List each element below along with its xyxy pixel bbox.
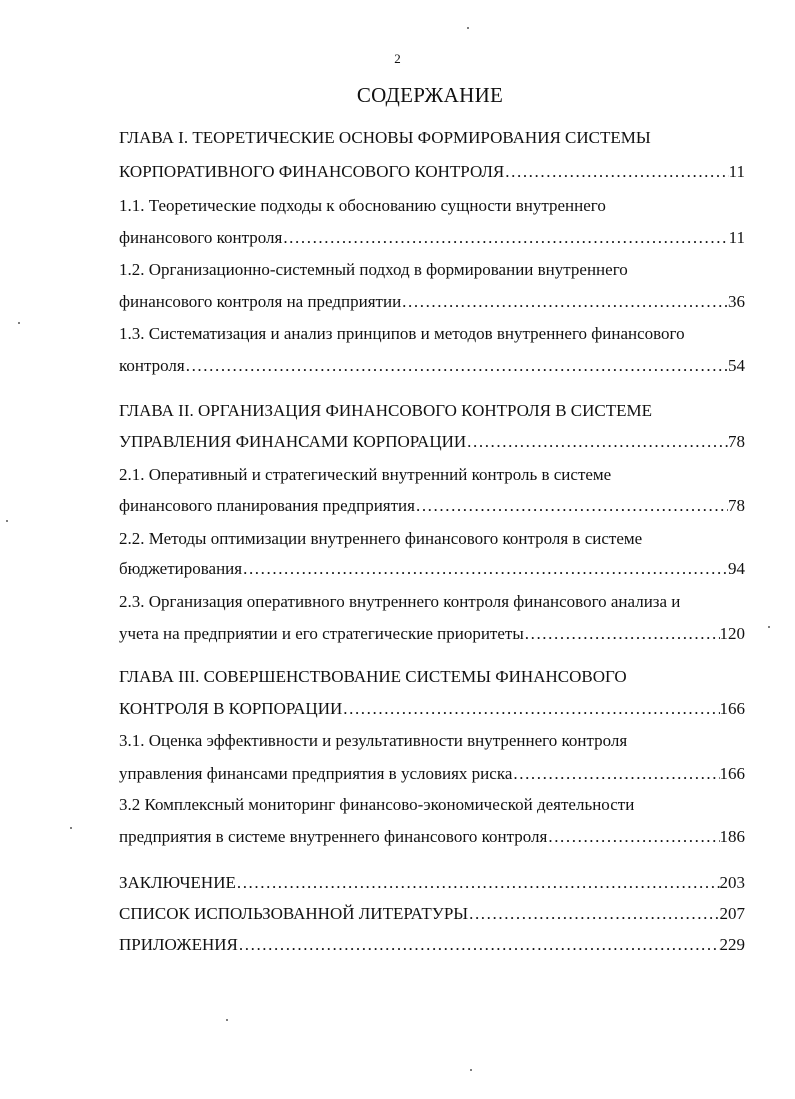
section-1-2-page: 36 <box>728 292 745 311</box>
appendices-entry[interactable] <box>119 933 745 957</box>
section-1-2-line-1 <box>119 258 745 282</box>
dot-leader <box>468 902 719 926</box>
conclusion-entry[interactable] <box>119 871 745 895</box>
section-2-2-page: 94 <box>728 559 745 578</box>
section-3-2-text-2: предприятия в системе внутреннего финансового контроля <box>119 827 548 846</box>
section-1-3-line-2[interactable] <box>119 354 745 378</box>
scan-speck <box>70 827 72 829</box>
chapter-3-page: 166 <box>719 699 745 718</box>
chapter-3-heading-text-2: КОНТРОЛЯ В КОРПОРАЦИИ <box>119 699 343 718</box>
dot-leader <box>242 557 728 581</box>
section-1-3-line-1 <box>119 322 745 346</box>
chapter-1-heading-text-1: ГЛАВА I. ТЕОРЕТИЧЕСКИЕ ОСНОВЫ ФОРМИРОВАНИЯ СИСТЕМЫ <box>119 128 651 147</box>
dot-leader <box>342 697 719 721</box>
chapter-1-heading-text-2: КОРПОРАТИВНОГО ФИНАНСОВОГО КОНТРОЛЯ <box>119 162 505 181</box>
section-2-2-line-1 <box>119 527 745 551</box>
section-2-3-line-1 <box>119 590 745 614</box>
bibliography-page: 207 <box>719 904 745 923</box>
section-2-2-text-1: 2.2. Методы оптимизации внутреннего финансового контроля в системе <box>119 529 643 548</box>
dot-leader <box>524 622 720 646</box>
dot-leader <box>547 825 719 849</box>
section-2-1-text-2: финансового планирования предприятия <box>119 496 415 515</box>
conclusion-page: 203 <box>719 873 745 892</box>
page-number: 2 <box>394 51 401 66</box>
section-1-1-page: 11 <box>728 228 745 247</box>
scan-speck <box>18 322 20 324</box>
dot-leader <box>512 762 719 786</box>
chapter-1-heading-line-2[interactable] <box>119 160 745 184</box>
scan-speck <box>6 520 8 522</box>
section-3-2-line-1 <box>119 793 745 817</box>
section-3-2-text-1: 3.2 Комплексный мониторинг финансово-экономической деятельности <box>119 795 635 814</box>
section-3-2-line-2[interactable] <box>119 825 745 849</box>
bibliography-label: СПИСОК ИСПОЛЬЗОВАННОЙ ЛИТЕРАТУРЫ <box>119 904 469 923</box>
chapter-2-heading-line-2[interactable] <box>119 430 745 454</box>
dot-leader <box>238 933 720 957</box>
section-1-3-text-2: контроля <box>119 356 185 375</box>
section-1-3-text-1: 1.3. Систематизация и анализ принципов и методов внутреннего финансового <box>119 324 685 343</box>
dot-leader <box>415 494 728 518</box>
section-1-1-line-1 <box>119 194 745 218</box>
section-1-1-line-2[interactable] <box>119 226 745 250</box>
toc-title: СОДЕРЖАНИЕ <box>356 83 504 107</box>
section-3-2-page: 186 <box>719 827 745 846</box>
chapter-3-heading-line-1 <box>119 665 745 689</box>
dot-leader <box>236 871 720 895</box>
chapter-3-heading-line-2[interactable] <box>119 697 745 721</box>
section-2-1-line-2[interactable] <box>119 494 745 518</box>
chapter-3-heading-text-1: ГЛАВА III. СОВЕРШЕНСТВОВАНИЕ СИСТЕМЫ ФИНАНСОВОГО <box>119 667 627 686</box>
section-3-1-text-2: управления финансами предприятия в условиях риска <box>119 764 513 783</box>
appendices-label: ПРИЛОЖЕНИЯ <box>119 935 238 954</box>
section-1-2-line-2[interactable] <box>119 290 745 314</box>
chapter-2-heading-text-2: УПРАВЛЕНИЯ ФИНАНСАМИ КОРПОРАЦИИ <box>119 432 467 451</box>
dot-leader <box>185 354 728 378</box>
section-2-3-line-2[interactable] <box>119 622 745 646</box>
chapter-2-heading-line-1 <box>119 399 745 423</box>
section-3-1-line-1 <box>119 729 745 753</box>
bibliography-entry[interactable] <box>119 902 745 926</box>
appendices-page: 229 <box>719 935 745 954</box>
section-3-1-line-2[interactable] <box>119 762 745 786</box>
chapter-1-page: 11 <box>728 162 745 181</box>
scan-speck <box>226 1019 228 1021</box>
section-1-3-page: 54 <box>728 356 745 375</box>
dot-leader <box>282 226 728 250</box>
section-1-2-text-2: финансового контроля на предприятии <box>119 292 402 311</box>
section-2-1-page: 78 <box>728 496 745 515</box>
scan-speck <box>467 27 469 29</box>
chapter-2-heading-text-1: ГЛАВА II. ОРГАНИЗАЦИЯ ФИНАНСОВОГО КОНТРОЛЯ В СИСТЕМЕ <box>119 401 653 420</box>
section-2-2-text-2: бюджетирования <box>119 559 243 578</box>
dot-leader <box>401 290 728 314</box>
section-2-3-text-2: учета на предприятии и его стратегические приоритеты <box>119 624 524 643</box>
scan-speck <box>768 626 770 628</box>
section-2-2-line-2[interactable] <box>119 557 745 581</box>
chapter-2-page: 78 <box>728 432 745 451</box>
chapter-1-heading-line-1 <box>119 126 745 150</box>
conclusion-label: ЗАКЛЮЧЕНИЕ <box>119 873 236 892</box>
section-1-2-text-1: 1.2. Организационно-системный подход в формировании внутреннего <box>119 260 628 279</box>
dot-leader <box>504 160 728 184</box>
section-2-1-line-1 <box>119 463 745 487</box>
section-1-1-text-1: 1.1. Теоретические подходы к обоснованию сущности внутреннего <box>119 196 606 215</box>
section-2-1-text-1: 2.1. Оперативный и стратегический внутренний контроль в системе <box>119 465 612 484</box>
section-2-3-text-1: 2.3. Организация оперативного внутреннего контроля финансового анализа и <box>119 592 681 611</box>
dot-leader <box>466 430 728 454</box>
section-3-1-text-1: 3.1. Оценка эффективности и результативности внутреннего контроля <box>119 731 628 750</box>
section-3-1-page: 166 <box>719 764 745 783</box>
section-1-1-text-2: финансового контроля <box>119 228 283 247</box>
section-2-3-page: 120 <box>719 624 745 643</box>
scan-speck <box>470 1069 472 1071</box>
